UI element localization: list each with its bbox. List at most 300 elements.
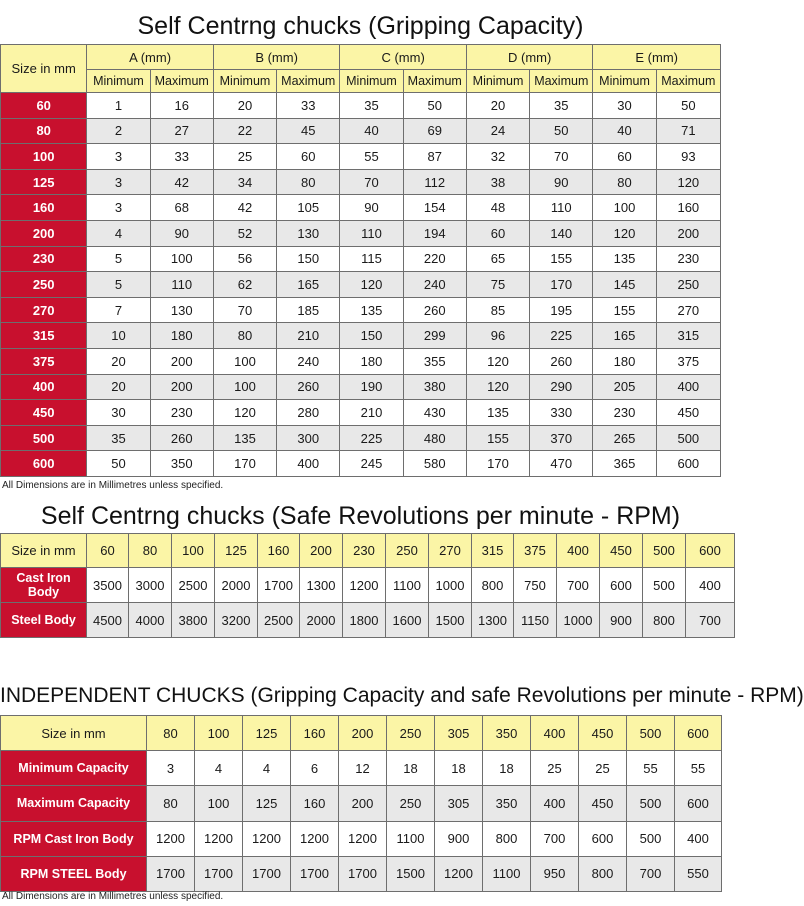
table-cell: 120 — [340, 272, 403, 298]
table-cell: 330 — [530, 400, 593, 426]
table-cell: 400 — [675, 821, 722, 856]
table-cell: 18 — [483, 751, 531, 786]
table-cell: 1100 — [387, 821, 435, 856]
table-cell: 350 — [483, 786, 531, 821]
table-cell: 125 — [243, 786, 291, 821]
table-cell: 7 — [87, 297, 150, 323]
row-label: Steel Body — [1, 603, 87, 638]
min-header: Minimum — [593, 70, 656, 93]
table-cell: 62 — [213, 272, 276, 298]
table-cell: 180 — [340, 348, 403, 374]
table-cell: 25 — [213, 144, 276, 170]
table-cell: 1700 — [339, 856, 387, 891]
min-header: Minimum — [213, 70, 276, 93]
table-cell: 3200 — [215, 603, 258, 638]
table-cell: 110 — [340, 220, 403, 246]
table-cell: 375 — [656, 348, 720, 374]
size-header: Size in mm — [1, 534, 87, 568]
table-cell: 1500 — [387, 856, 435, 891]
group-header-c: C (mm) — [340, 45, 467, 70]
table-cell: 165 — [277, 272, 340, 298]
table-cell: 50 — [656, 93, 720, 119]
table-cell: 52 — [213, 220, 276, 246]
table-cell: 700 — [686, 603, 735, 638]
table-cell: 100 — [213, 348, 276, 374]
table-cell: 20 — [87, 374, 150, 400]
table-cell: 55 — [675, 751, 722, 786]
table-cell: 85 — [466, 297, 529, 323]
table-cell: 800 — [579, 856, 627, 891]
table-row — [1, 220, 721, 246]
table-cell: 120 — [593, 220, 656, 246]
table-cell: 700 — [531, 821, 579, 856]
table-cell: 25 — [579, 751, 627, 786]
size-column-header: 450 — [579, 716, 627, 751]
table-cell: 2500 — [172, 568, 215, 603]
self-centring-rpm-title: Self Centrng chucks (Safe Revolutions per minute - RPM) — [40, 502, 681, 530]
table-cell: 200 — [150, 374, 213, 400]
table-cell: 3 — [147, 751, 195, 786]
size-column-header: 125 — [215, 534, 258, 568]
size-column-header: 160 — [291, 716, 339, 751]
table-cell: 3800 — [172, 603, 215, 638]
table-cell: 1600 — [386, 603, 429, 638]
size-column-header: 230 — [343, 534, 386, 568]
table-cell: 180 — [593, 348, 656, 374]
table-cell: 135 — [340, 297, 403, 323]
table-cell: 245 — [340, 451, 403, 477]
table-row — [1, 272, 721, 298]
gripping-capacity-title: Self Centrng chucks (Gripping Capacity) — [137, 12, 584, 40]
table-row — [1, 603, 735, 638]
table-cell: 80 — [147, 786, 195, 821]
table-cell: 365 — [593, 451, 656, 477]
table-cell: 1200 — [291, 821, 339, 856]
table-cell: 4000 — [129, 603, 172, 638]
row-label: RPM Cast Iron Body — [1, 821, 147, 856]
table-cell: 105 — [277, 195, 340, 221]
size-label: 250 — [1, 272, 87, 298]
table-cell: 180 — [150, 323, 213, 349]
table-row — [1, 374, 721, 400]
size-column-header: 100 — [172, 534, 215, 568]
table-cell: 500 — [643, 568, 686, 603]
table-cell: 120 — [213, 400, 276, 426]
table-cell: 1700 — [147, 856, 195, 891]
table-cell: 290 — [530, 374, 593, 400]
size-label: 270 — [1, 297, 87, 323]
table-cell: 700 — [557, 568, 600, 603]
size-column-header: 250 — [387, 716, 435, 751]
table-cell: 55 — [627, 751, 675, 786]
table-cell: 45 — [277, 118, 340, 144]
table-cell: 400 — [277, 451, 340, 477]
table-cell: 150 — [340, 323, 403, 349]
independent-chucks-table — [0, 715, 722, 892]
dimensions-note: All Dimensions are in Millimetres unless specified. — [2, 891, 224, 902]
size-column-header: 450 — [600, 534, 643, 568]
group-header-d: D (mm) — [466, 45, 593, 70]
table-cell: 370 — [530, 425, 593, 451]
size-column-header: 350 — [483, 716, 531, 751]
table-cell: 5 — [87, 246, 150, 272]
table-cell: 1200 — [435, 856, 483, 891]
table-cell: 110 — [530, 195, 593, 221]
size-column-header: 80 — [129, 534, 172, 568]
table-row — [1, 568, 735, 603]
table-cell: 87 — [403, 144, 466, 170]
table-cell: 1150 — [514, 603, 557, 638]
table-cell: 20 — [213, 93, 276, 119]
table-cell: 80 — [277, 169, 340, 195]
table-cell: 3000 — [129, 568, 172, 603]
table-cell: 600 — [656, 451, 720, 477]
table-cell: 900 — [600, 603, 643, 638]
table-cell: 1300 — [472, 603, 514, 638]
table-cell: 160 — [656, 195, 720, 221]
table-cell: 12 — [339, 751, 387, 786]
table-cell: 155 — [466, 425, 529, 451]
table-cell: 225 — [340, 425, 403, 451]
table-cell: 70 — [213, 297, 276, 323]
size-label: 400 — [1, 374, 87, 400]
table-cell: 70 — [530, 144, 593, 170]
size-column-header: 500 — [643, 534, 686, 568]
table-cell: 380 — [403, 374, 466, 400]
size-column-header: 60 — [87, 534, 129, 568]
table-cell: 135 — [466, 400, 529, 426]
table-cell: 35 — [530, 93, 593, 119]
table-row — [1, 451, 721, 477]
table-cell: 30 — [87, 400, 150, 426]
size-column-header: 600 — [675, 716, 722, 751]
self-centring-rpm-table — [0, 533, 735, 638]
size-column-header: 500 — [627, 716, 675, 751]
table-cell: 135 — [593, 246, 656, 272]
table-cell: 4500 — [87, 603, 129, 638]
table-cell: 950 — [531, 856, 579, 891]
table-row — [1, 93, 721, 119]
table-cell: 190 — [340, 374, 403, 400]
table-cell: 1100 — [386, 568, 429, 603]
table-cell: 71 — [656, 118, 720, 144]
table-cell: 68 — [150, 195, 213, 221]
group-header-b: B (mm) — [213, 45, 340, 70]
table-cell: 1300 — [300, 568, 343, 603]
table-cell: 50 — [530, 118, 593, 144]
table-cell: 450 — [579, 786, 627, 821]
size-column-header: 200 — [300, 534, 343, 568]
table-cell: 260 — [530, 348, 593, 374]
table-cell: 50 — [87, 451, 150, 477]
table-cell: 18 — [387, 751, 435, 786]
row-label: Cast Iron Body — [1, 568, 87, 603]
table-cell: 110 — [150, 272, 213, 298]
table-cell: 42 — [150, 169, 213, 195]
size-label: 375 — [1, 348, 87, 374]
table-cell: 230 — [150, 400, 213, 426]
table-cell: 155 — [530, 246, 593, 272]
table-cell: 70 — [340, 169, 403, 195]
table-cell: 93 — [656, 144, 720, 170]
table-cell: 160 — [291, 786, 339, 821]
table-cell: 35 — [340, 93, 403, 119]
size-header: Size in mm — [1, 716, 147, 751]
table-row — [1, 348, 721, 374]
max-header: Maximum — [530, 70, 593, 93]
table-cell: 1700 — [195, 856, 243, 891]
table-cell: 35 — [87, 425, 150, 451]
size-label: 230 — [1, 246, 87, 272]
table-cell: 33 — [150, 144, 213, 170]
table-cell: 400 — [686, 568, 735, 603]
table-cell: 355 — [403, 348, 466, 374]
table-cell: 700 — [627, 856, 675, 891]
table-cell: 42 — [213, 195, 276, 221]
table-cell: 38 — [466, 169, 529, 195]
size-column-header: 315 — [472, 534, 514, 568]
table-cell: 1 — [87, 93, 150, 119]
table-cell: 250 — [387, 786, 435, 821]
table-cell: 450 — [656, 400, 720, 426]
table-row — [1, 400, 721, 426]
table-cell: 150 — [277, 246, 340, 272]
table-cell: 22 — [213, 118, 276, 144]
min-header: Minimum — [87, 70, 150, 93]
table-cell: 170 — [213, 451, 276, 477]
table-cell: 480 — [403, 425, 466, 451]
table-cell: 65 — [466, 246, 529, 272]
table-cell: 1000 — [429, 568, 472, 603]
table-cell: 200 — [339, 786, 387, 821]
table-row — [1, 786, 722, 821]
table-cell: 170 — [530, 272, 593, 298]
size-label: 450 — [1, 400, 87, 426]
table-cell: 240 — [277, 348, 340, 374]
table-cell: 96 — [466, 323, 529, 349]
table-cell: 230 — [656, 246, 720, 272]
table-cell: 1000 — [557, 603, 600, 638]
table-cell: 600 — [600, 568, 643, 603]
table-cell: 80 — [213, 323, 276, 349]
table-cell: 600 — [579, 821, 627, 856]
table-cell: 1700 — [243, 856, 291, 891]
table-cell: 115 — [340, 246, 403, 272]
table-cell: 60 — [466, 220, 529, 246]
table-cell: 2000 — [300, 603, 343, 638]
table-cell: 185 — [277, 297, 340, 323]
table-cell: 90 — [150, 220, 213, 246]
table-cell: 900 — [435, 821, 483, 856]
row-label: RPM STEEL Body — [1, 856, 147, 891]
table-cell: 210 — [340, 400, 403, 426]
table-cell: 1200 — [147, 821, 195, 856]
table-cell: 135 — [213, 425, 276, 451]
table-cell: 32 — [466, 144, 529, 170]
table-cell: 2500 — [258, 603, 300, 638]
table-cell: 24 — [466, 118, 529, 144]
table-cell: 130 — [277, 220, 340, 246]
table-cell: 60 — [277, 144, 340, 170]
table-cell: 205 — [593, 374, 656, 400]
size-column-header: 125 — [243, 716, 291, 751]
table-cell: 200 — [656, 220, 720, 246]
table-cell: 305 — [435, 786, 483, 821]
dimensions-note: All Dimensions are in Millimetres unless specified. — [2, 480, 224, 491]
table-cell: 170 — [466, 451, 529, 477]
max-header: Maximum — [403, 70, 466, 93]
table-row — [1, 425, 721, 451]
table-cell: 75 — [466, 272, 529, 298]
table-cell: 20 — [466, 93, 529, 119]
table-cell: 3 — [87, 169, 150, 195]
table-cell: 315 — [656, 323, 720, 349]
table-cell: 40 — [340, 118, 403, 144]
size-column-header: 250 — [386, 534, 429, 568]
size-label: 80 — [1, 118, 87, 144]
size-label: 125 — [1, 169, 87, 195]
table-cell: 265 — [593, 425, 656, 451]
table-cell: 90 — [340, 195, 403, 221]
size-label: 600 — [1, 451, 87, 477]
table-cell: 60 — [593, 144, 656, 170]
size-header: Size in mm — [1, 45, 87, 93]
table-cell: 69 — [403, 118, 466, 144]
table-cell: 100 — [593, 195, 656, 221]
table-cell: 5 — [87, 272, 150, 298]
table-cell: 350 — [150, 451, 213, 477]
row-label: Maximum Capacity — [1, 786, 147, 821]
table-cell: 30 — [593, 93, 656, 119]
table-cell: 34 — [213, 169, 276, 195]
table-cell: 120 — [466, 374, 529, 400]
max-header: Maximum — [150, 70, 213, 93]
table-row — [1, 118, 721, 144]
size-label: 60 — [1, 93, 87, 119]
table-cell: 130 — [150, 297, 213, 323]
max-header: Maximum — [277, 70, 340, 93]
size-label: 100 — [1, 144, 87, 170]
table-cell: 145 — [593, 272, 656, 298]
table-cell: 280 — [277, 400, 340, 426]
table-cell: 1200 — [243, 821, 291, 856]
table-cell: 400 — [531, 786, 579, 821]
table-cell: 3500 — [87, 568, 129, 603]
table-cell: 27 — [150, 118, 213, 144]
table-cell: 430 — [403, 400, 466, 426]
size-column-header: 375 — [514, 534, 557, 568]
table-cell: 3 — [87, 195, 150, 221]
table-cell: 100 — [195, 786, 243, 821]
table-cell: 260 — [277, 374, 340, 400]
size-column-header: 100 — [195, 716, 243, 751]
table-cell: 1100 — [483, 856, 531, 891]
table-cell: 33 — [277, 93, 340, 119]
table-cell: 750 — [514, 568, 557, 603]
table-cell: 20 — [87, 348, 150, 374]
table-cell: 100 — [213, 374, 276, 400]
table-cell: 1200 — [339, 821, 387, 856]
table-cell: 800 — [483, 821, 531, 856]
size-column-header: 400 — [557, 534, 600, 568]
table-cell: 260 — [403, 297, 466, 323]
table-cell: 48 — [466, 195, 529, 221]
table-cell: 800 — [643, 603, 686, 638]
table-cell: 500 — [656, 425, 720, 451]
table-cell: 400 — [656, 374, 720, 400]
table-cell: 195 — [530, 297, 593, 323]
table-cell: 4 — [195, 751, 243, 786]
size-column-header: 200 — [339, 716, 387, 751]
table-cell: 25 — [531, 751, 579, 786]
gripping-capacity-table — [0, 44, 721, 477]
table-cell: 100 — [150, 246, 213, 272]
size-label: 160 — [1, 195, 87, 221]
table-cell: 165 — [593, 323, 656, 349]
group-header-a: A (mm) — [87, 45, 214, 70]
table-cell: 299 — [403, 323, 466, 349]
table-cell: 250 — [656, 272, 720, 298]
table-cell: 300 — [277, 425, 340, 451]
table-cell: 56 — [213, 246, 276, 272]
table-cell: 4 — [243, 751, 291, 786]
table-row — [1, 144, 721, 170]
table-cell: 500 — [627, 821, 675, 856]
table-cell: 10 — [87, 323, 150, 349]
table-cell: 210 — [277, 323, 340, 349]
table-cell: 80 — [593, 169, 656, 195]
table-cell: 240 — [403, 272, 466, 298]
size-column-header: 160 — [258, 534, 300, 568]
table-cell: 200 — [150, 348, 213, 374]
table-cell: 16 — [150, 93, 213, 119]
size-column-header: 80 — [147, 716, 195, 751]
table-row — [1, 195, 721, 221]
table-cell: 155 — [593, 297, 656, 323]
table-cell: 6 — [291, 751, 339, 786]
row-label: Minimum Capacity — [1, 751, 147, 786]
group-header-e: E (mm) — [593, 45, 721, 70]
min-header: Minimum — [340, 70, 403, 93]
table-row — [1, 323, 721, 349]
table-row — [1, 297, 721, 323]
table-cell: 1800 — [343, 603, 386, 638]
table-cell: 120 — [466, 348, 529, 374]
table-cell: 90 — [530, 169, 593, 195]
table-cell: 470 — [530, 451, 593, 477]
table-cell: 270 — [656, 297, 720, 323]
table-cell: 120 — [656, 169, 720, 195]
table-cell: 600 — [675, 786, 722, 821]
table-row — [1, 751, 722, 786]
size-column-header: 270 — [429, 534, 472, 568]
table-row — [1, 169, 721, 195]
table-row — [1, 246, 721, 272]
table-cell: 580 — [403, 451, 466, 477]
min-header: Minimum — [466, 70, 529, 93]
table-cell: 1200 — [343, 568, 386, 603]
table-cell: 500 — [627, 786, 675, 821]
table-cell: 1700 — [291, 856, 339, 891]
independent-chucks-title: INDEPENDENT CHUCKS (Gripping Capacity and safe Revolutions per minute - RPM) — [0, 684, 804, 707]
table-cell: 3 — [87, 144, 150, 170]
table-cell: 1700 — [258, 568, 300, 603]
table-cell: 2 — [87, 118, 150, 144]
size-column-header: 600 — [686, 534, 735, 568]
size-label: 500 — [1, 425, 87, 451]
table-cell: 140 — [530, 220, 593, 246]
table-cell: 220 — [403, 246, 466, 272]
